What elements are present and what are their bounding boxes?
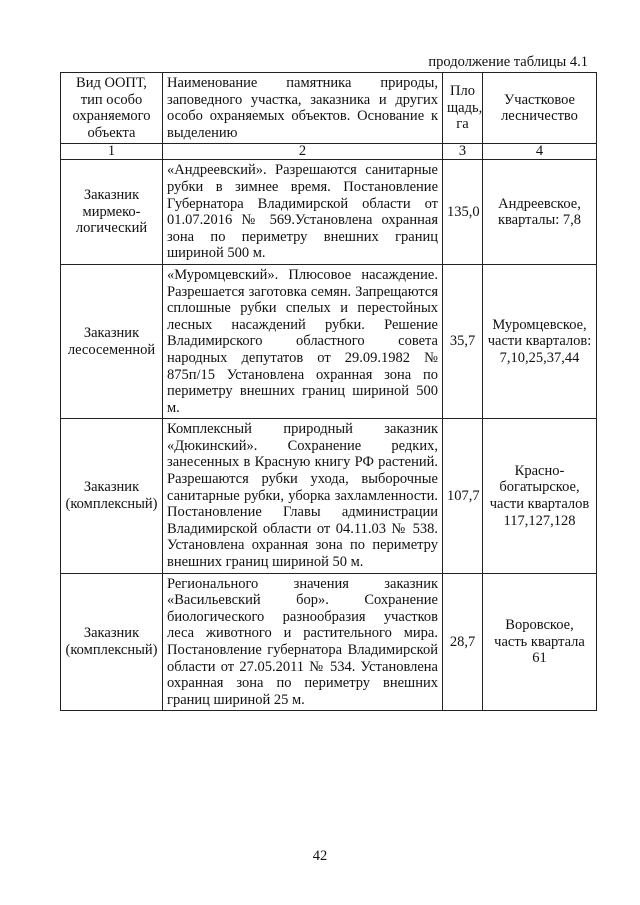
column-number: 2 — [163, 144, 443, 160]
column-header-name: Наименование памятника природы, заповедного участка, заказника и других особо охраняемых объектов. Основание к выделению — [163, 73, 443, 144]
column-header-forestry: Участковое лесничество — [483, 73, 597, 144]
cell-area: 28,7 — [443, 573, 483, 711]
page-number: 42 — [312, 848, 328, 864]
column-header-area: Пло щадь, га — [443, 73, 483, 144]
cell-description: «Муромцевский». Плюсовое насаждение. Разрешается заготовка семян. Запрещаются сплошные рубки спелых и перестойных лесных насаждений рубки. Решение Владимирского областного совета народных депутатов от 29.09.1982 № 875п/15 Установлена охранная зона по периметру внешних границ шириной 500 м. — [163, 264, 443, 418]
table-row — [61, 264, 597, 418]
cell-description: Регионального значения заказник «Васильевский бор». Сохранение биологического разнообразия участков леса животного и растительного мира. Постановление губернатора Владимирской области от 27.05.2011 № 534. Установлена охранная зона по периметру внешних границ шириной 25 м. — [163, 573, 443, 711]
cell-area: 107,7 — [443, 419, 483, 573]
cell-forestry: Красно-богатырское, части кварталов 117,127,128 — [483, 419, 597, 573]
cell-forestry: Муромцевское, части кварталов: 7,10,25,37,44 — [483, 264, 597, 418]
column-header-type: Вид ООПТ, тип особо охраняемого объекта — [61, 73, 163, 144]
column-number: 1 — [61, 144, 163, 160]
cell-forestry: Андреевское, кварталы: 7,8 — [483, 160, 597, 265]
table-row — [61, 160, 597, 265]
cell-description: Комплексный природный заказник «Дюкинский». Сохранение редких, занесенных в Красную книгу РФ растений. Разрешаются рубки ухода, выборочные санитарные рубки, уборка захламленности. Постановление Главы администрации Владимирской области от 04.11.03 № 538. Установлена охранная зона по периметру внешних границ шириной 50 м. — [163, 419, 443, 573]
cell-description: «Андреевский». Разрешаются санитарные рубки в зимнее время. Постановление Губернатора Владимирской области от 01.07.2016 № 569.Установлена охранная зона по периметру внешних границ шириной 500 м. — [163, 160, 443, 265]
column-number-row — [61, 144, 597, 160]
cell-forestry: Воровское, часть квартала 61 — [483, 573, 597, 711]
protected-areas-table — [60, 72, 597, 711]
table-row — [61, 419, 597, 573]
column-number: 3 — [443, 144, 483, 160]
cell-type: Заказник (комплексный) — [61, 419, 163, 573]
table-continuation-label: продолжение таблицы 4.1 — [428, 54, 588, 70]
cell-area: 35,7 — [443, 264, 483, 418]
cell-type: Заказник лесосеменной — [61, 264, 163, 418]
column-number: 4 — [483, 144, 597, 160]
table-row — [61, 573, 597, 711]
cell-type: Заказник мирмеко-логический — [61, 160, 163, 265]
table-header-row — [61, 73, 597, 144]
cell-type: Заказник (комплексный) — [61, 573, 163, 711]
cell-area: 135,0 — [443, 160, 483, 265]
